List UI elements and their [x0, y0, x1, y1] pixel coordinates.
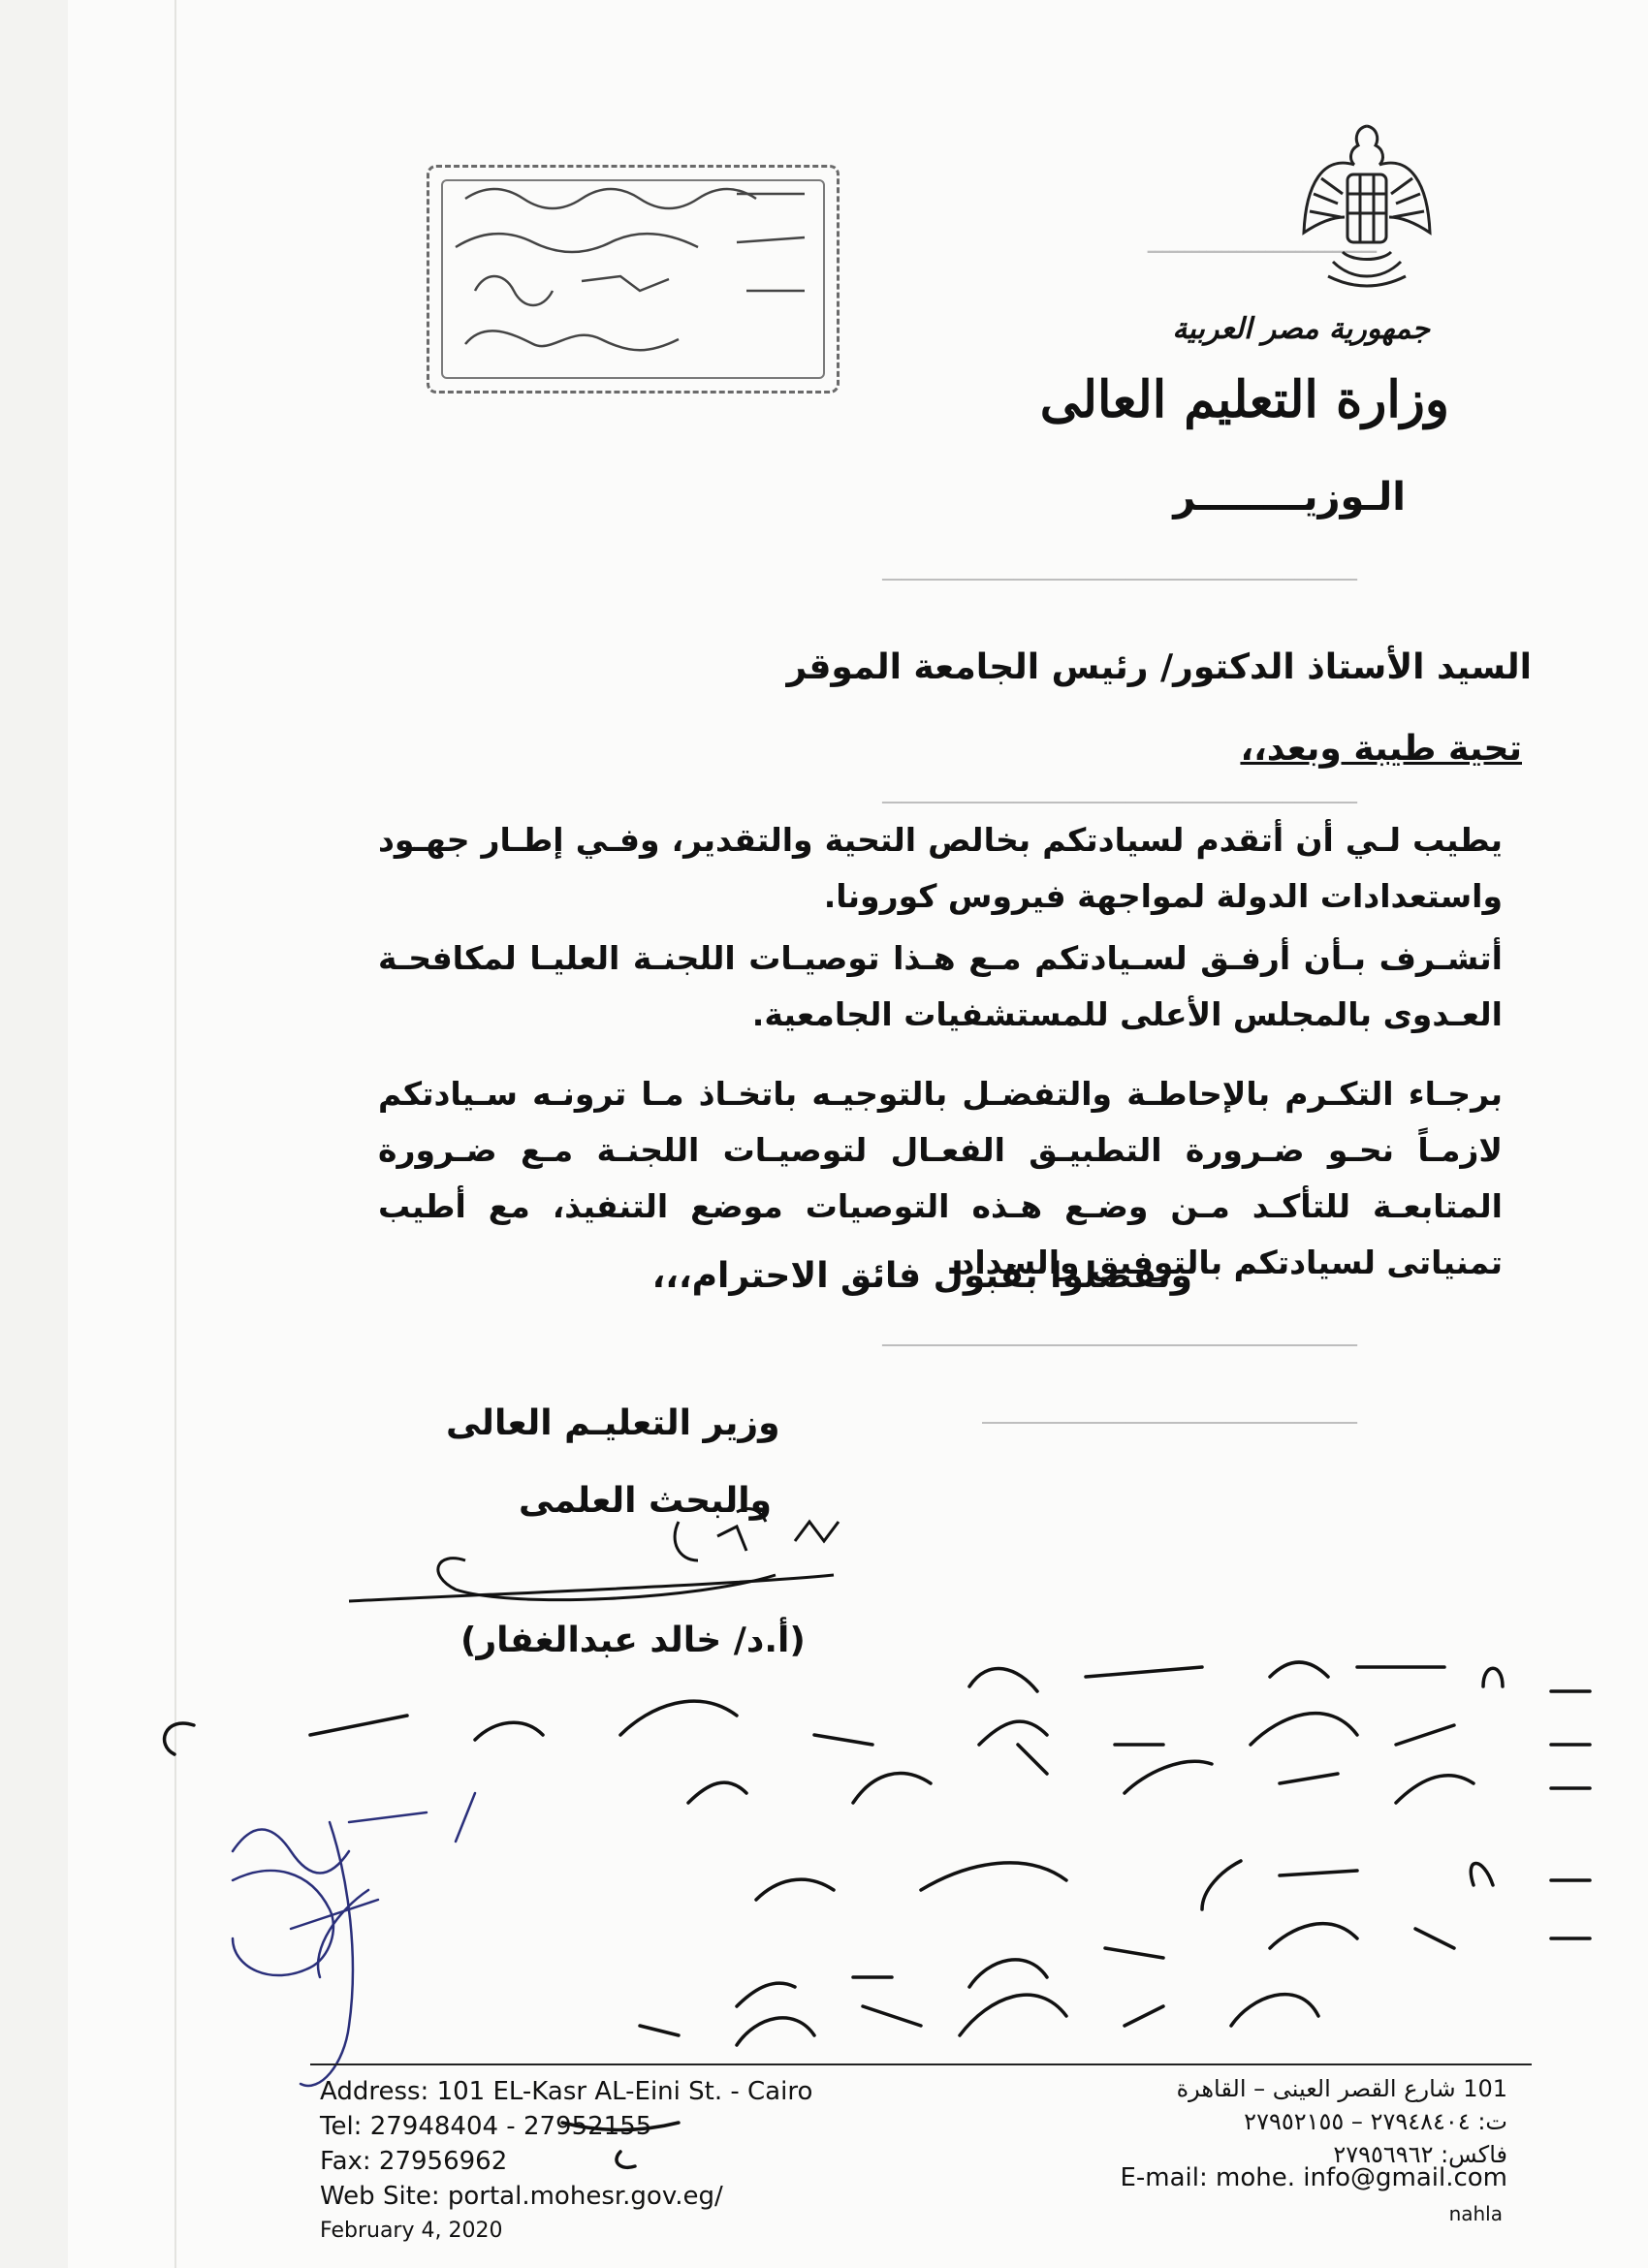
signatory-title-line2: والبحث العلمى: [519, 1481, 772, 1521]
show-through-text: ــــــــــــــــــــــــــــــــــــــــــــــــــــــــــــــــــــــــــــ: [882, 785, 1357, 809]
signatory-title: وزير التعليـم العالى: [446, 1403, 780, 1443]
greeting: تحية طيبة وبعد،،: [1240, 729, 1522, 769]
footer-tel: Tel: 27948404 - 27952155: [320, 2112, 652, 2141]
footer-email: E-mail: mohe. info@gmail.com: [1120, 2163, 1507, 2192]
footer-address-ar: 101 شارع القصر العينى – القاهرة: [1176, 2075, 1507, 2102]
office-title: الـوزيــــــــر: [1173, 475, 1406, 520]
footer-fax-ar: فاكس: ٢٧٩٥٦٩٦٢: [1333, 2141, 1507, 2168]
footer-contact-ar: [1177, 2072, 1507, 2171]
typist-initials: nahla: [1448, 2202, 1503, 2225]
incoming-stamp: [427, 165, 840, 394]
body-paragraph-2: أتشـرف بـأن أرفـق لسـيادتكم مـع هـذا توصيـات اللجنـة العليـا لمكافحـة العـدوى بالمجلس الأعلى للمستشفيات الجامعية.: [378, 939, 1503, 1033]
footer-contact-en: [320, 2074, 812, 2249]
footer-tel-ar: ت: ٢٧٩٤٨٤٠٤ – ٢٧٩٥٢١٥٥: [1244, 2108, 1507, 2135]
ministry-name: وزارة التعليم العالى: [1039, 370, 1449, 429]
recipient-line: السيد الأستاذ الدكتور/ رئيس الجامعة: [913, 647, 1532, 687]
show-through-text: ــــــــــــــــــــــــــــــــــــــــــــــــــــــــــــــــــــــــــــ: [882, 562, 1357, 586]
body-paragraph-3: برجـاء التكـرم بالإحاطـة والتفضـل بالتوجيـه باتخـاذ مـا ترونـه سـيادتكم لازمـاً نحـو ضـرورة التطبيـق الفعـال لتوصيـات اللجنـة مـع ضـرورة المتابعـة للتأكـد مـن وضـع هـذه التوصيات موضع التنفيذ، مع أطيب تمنياتى لسيادتكم بالتوفيق والسداد.: [378, 1075, 1503, 1281]
show-through-text: ــــــــــــــــــــــــــــــــــــــــــــــــــــــــــــــــــــــــــــ: [882, 1328, 1357, 1352]
recipient-honorific: الموقر: [786, 647, 902, 687]
page-fold-line: [174, 0, 176, 2268]
signatory-name: (أ.د/ خالد عبدالغفار): [460, 1621, 806, 1660]
footer-address: Address: 101 EL-Kasr AL-Eini St. - Cairo: [320, 2077, 813, 2106]
footer-website: Web Site: portal.mohesr.gov.eg/: [320, 2182, 723, 2211]
footer-fax: Fax: 27956962: [320, 2147, 508, 2176]
show-through-text: ـــــــــــــــــــــــــــــــ: [1147, 231, 1377, 260]
country-name: جمهورية مصر العربية: [1172, 312, 1430, 346]
closing-line: وتفضلوا بقبول فائق الاحترام،،،: [651, 1256, 1192, 1296]
show-through-text: ــــــــــــــــــــــــــــــــــــــــــــــــــــــــــــ: [982, 1405, 1357, 1430]
eagle-emblem-icon: [1294, 116, 1440, 300]
body-paragraph-1: يطيب لـي أن أتقدم لسيادتكم بخالص التحية والتقدير، وفـي إطـار جهـود واستعدادات الدولة لمواجهة فيروس كورونا.: [378, 821, 1503, 915]
footer-date: February 4, 2020: [320, 2219, 503, 2243]
